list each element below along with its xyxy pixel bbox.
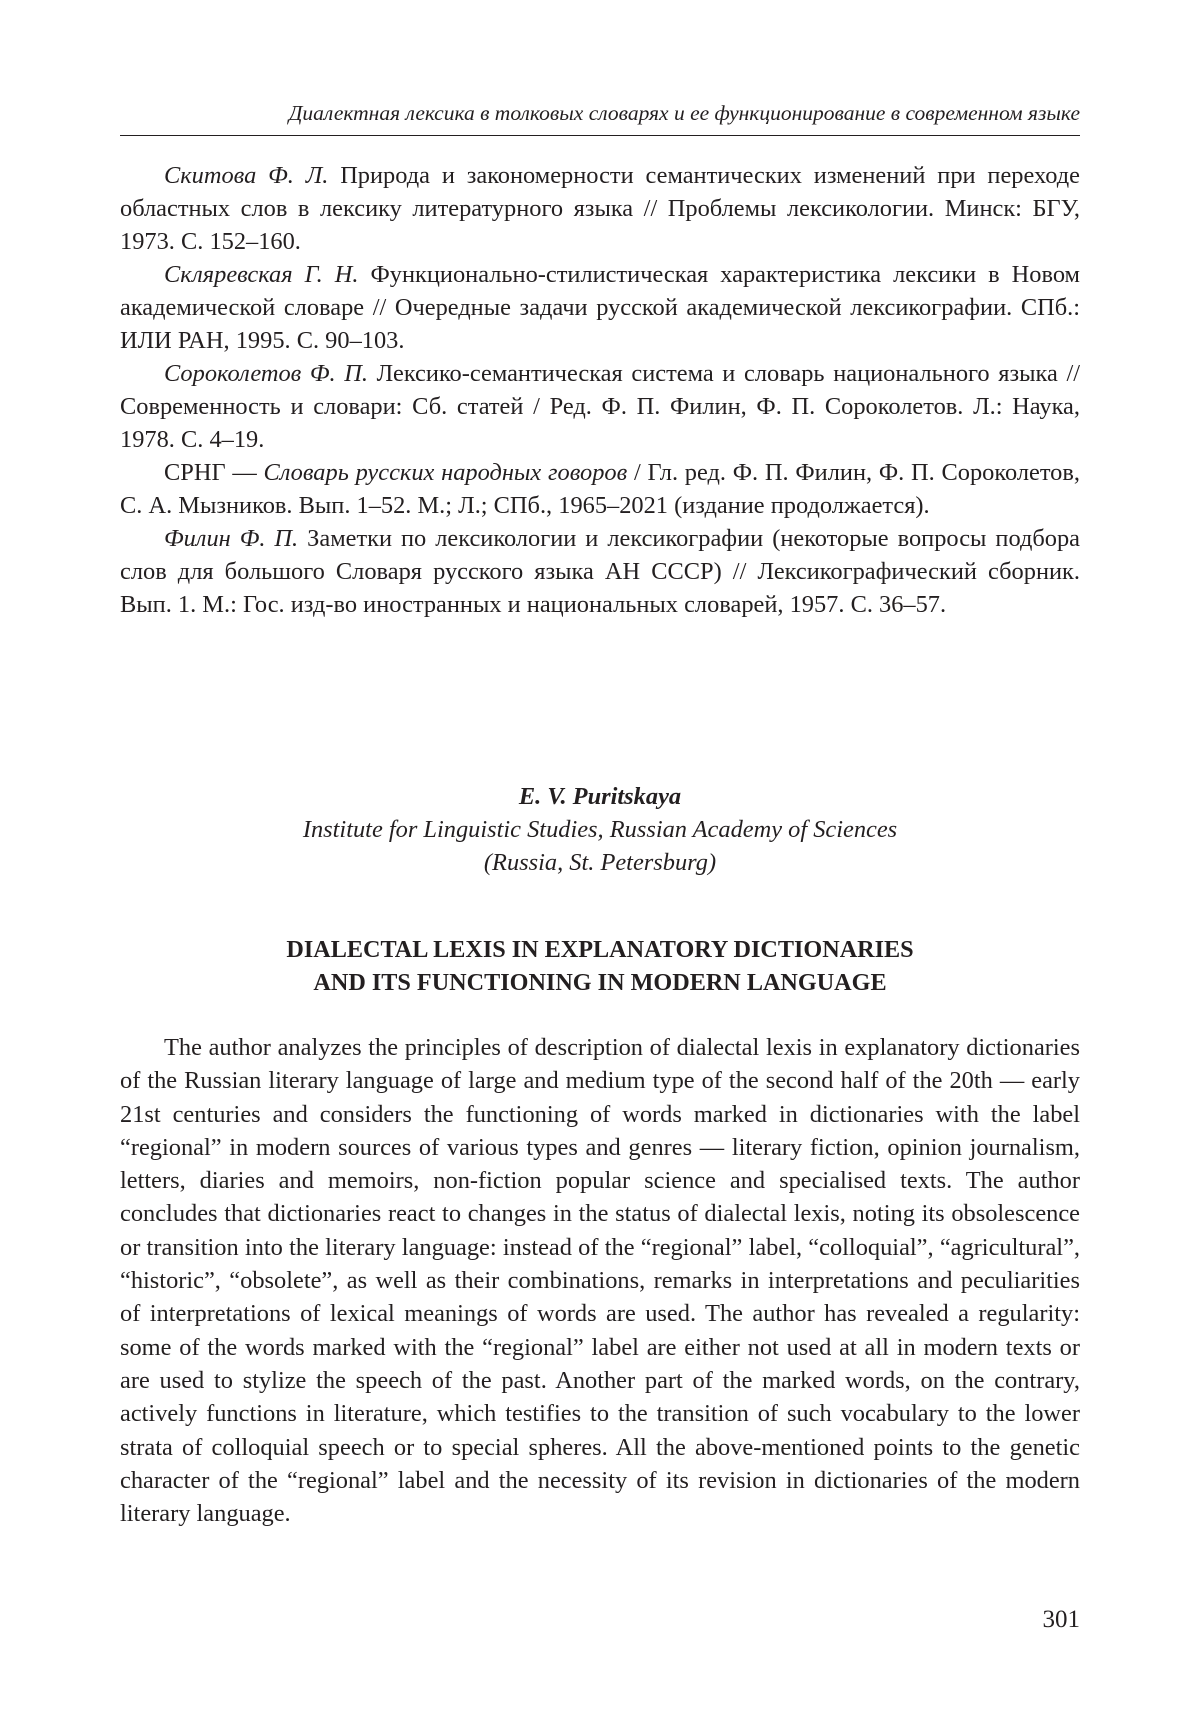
reference-title: Словарь русских народных говоров [263,459,628,486]
reference-entry [120,357,1080,456]
author-affiliation: Institute for Linguistic Studies, Russian Academy of Sciences [302,816,898,843]
reference-author: Скитова Ф. Л. [164,162,329,189]
author-location: (Russia, St. Petersburg) [483,849,717,876]
reference-author: Сороколетов Ф. П. [164,360,368,387]
reference-list [120,159,1080,621]
page-number: 301 [1042,1606,1080,1633]
reference-entry [120,456,1080,522]
reference-entry [120,159,1080,258]
article-title-line: DIALECTAL LEXIS IN EXPLANATORY DICTIONARIES [286,936,914,963]
reference-text: Лексико-семантическая система и словарь национального языка // Современность и словари: Сб. статей / Ред. Ф. П. Филин, Ф. П. Сороколетов. Л.: Наука, 1978. С. 4–19. [120,360,1081,453]
reference-text: Функционально-стилистическая характеристика лексики в Новом академической словаре // Очередные задачи русской академической лексикографии. СПб.: ИЛИ РАН, 1995. С. 90–103. [120,261,1080,354]
running-head: Диалектная лексика в толковых словарях и ее функционирование в современном языке [288,101,1080,125]
reference-entry [120,522,1080,621]
article-title [120,933,1080,999]
page [120,0,1080,1710]
abstract: The author analyzes the principles of description of dialectal lexis in explanatory dictionaries of the Russian literary language of large and medium type of the second half of the 20th — early 21st centuries and considers the functioning of words marked in dictionaries with the label “regional” in modern sources of various types and genres — literary fiction, opinion journalism, letters, diaries and memoirs, non-fiction popular science and specialised texts. The author concludes that dictionaries react to changes in the status of dialectal lexis, noting its obsolescence or transition into the literary language: instead of the “regional” label, “colloquial”, “agricultural”, “historic”, “obsolete”, as well as their combinations, remarks in interpretations and peculiarities of interpretations of lexical meanings of words are used. The author has revealed a regularity: some of the words marked with the “regional” label are either not used at all in modern texts or are used to stylize the speech of the past. Another part of the marked words, on the contrary, actively functions in literature, which testifies to the transition of such vocabulary to the lower strata of colloquial speech or to special spheres. All the above-mentioned points to the genetic character of the “regional” label and the necessity of its revision in dictionaries of the modern literary language. [120,1034,1080,1528]
reference-author: Скляревская Г. Н. [164,261,359,288]
reference-text: Заметки по лексикологии и лексикографии (некоторые вопросы подбора слов для большого Словаря русского языка АН СССР) // Лексикографический сборник. Вып. 1. М.: Гос. изд-во иностранных и национальных словарей, 1957. С. 36–57. [120,525,1080,618]
author-name: E. V. Puritskaya [518,783,682,810]
reference-prefix: СРНГ — [164,459,264,486]
article-title-line: AND ITS FUNCTIONING IN MODERN LANGUAGE [313,969,887,996]
reference-text: / Гл. ред. Ф. П. Филин, Ф. П. Сороколетов, С. А. Мызников. Вып. 1–52. М.; Л.; СПб., 1965–2021 (издание продолжается). [120,459,1080,519]
header-rule [120,135,1080,136]
reference-author: Филин Ф. П. [164,525,299,552]
author-block [120,780,1080,879]
reference-entry [120,258,1080,357]
reference-text: Природа и закономерности семантических изменений при переходе областных слов в лексику литературного языка // Проблемы лексикологии. Минск: БГУ, 1973. С. 152–160. [120,162,1080,255]
